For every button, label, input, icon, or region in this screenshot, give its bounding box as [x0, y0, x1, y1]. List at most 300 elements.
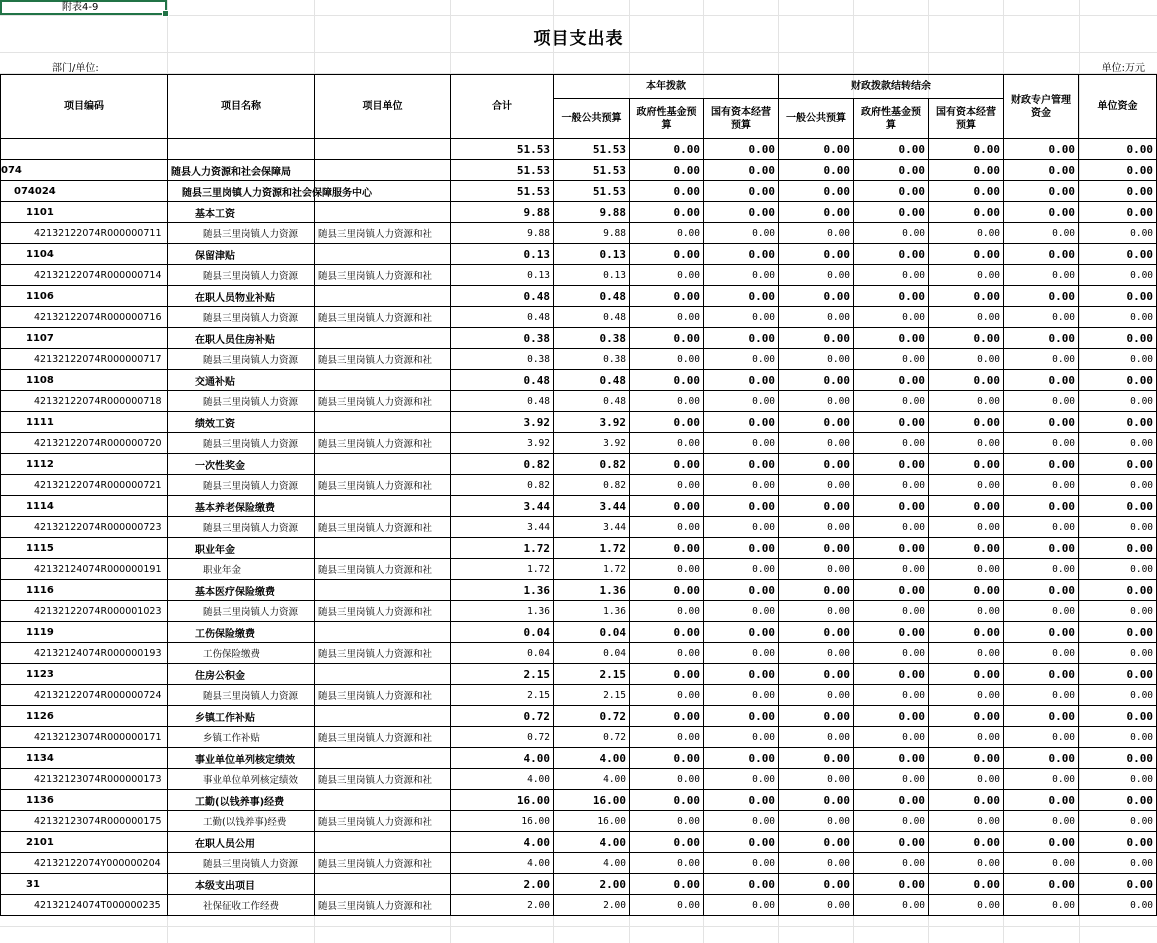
cell-unit[interactable]: [315, 412, 451, 433]
cell-value[interactable]: 51.53: [554, 181, 630, 202]
cell-value[interactable]: 0.00: [854, 727, 929, 748]
cell-value[interactable]: 0.00: [854, 517, 929, 538]
cell-unit[interactable]: [315, 139, 451, 160]
cell-name[interactable]: 在职人员住房补贴: [168, 328, 315, 349]
cell-name[interactable]: 在职人员物业补贴: [168, 286, 315, 307]
cell-name[interactable]: 随县三里岗镇人力资源: [168, 349, 315, 370]
cell-value[interactable]: 0.00: [1079, 139, 1157, 160]
cell-value[interactable]: 0.00: [779, 790, 854, 811]
cell-value[interactable]: 0.00: [929, 685, 1004, 706]
cell-value[interactable]: 16.00: [451, 811, 554, 832]
cell-value[interactable]: 0.00: [779, 769, 854, 790]
cell-value[interactable]: 0.00: [704, 874, 779, 895]
cell-name[interactable]: 基本工资: [168, 202, 315, 223]
cell-value[interactable]: 0.00: [1004, 496, 1079, 517]
cell-value[interactable]: 0.00: [1004, 181, 1079, 202]
cell-value[interactable]: 0.00: [929, 433, 1004, 454]
cell-value[interactable]: 0.00: [1079, 853, 1157, 874]
cell-value[interactable]: 0.00: [704, 769, 779, 790]
cell-unit[interactable]: [315, 580, 451, 601]
cell-value[interactable]: 0.00: [630, 769, 704, 790]
cell-name[interactable]: 随县三里岗镇人力资源: [168, 265, 315, 286]
cell-value[interactable]: 0.00: [929, 874, 1004, 895]
cell-value[interactable]: 0.00: [630, 223, 704, 244]
cell-code[interactable]: 42132123074R000000173: [1, 769, 168, 790]
cell-value[interactable]: 0.00: [704, 244, 779, 265]
cell-value[interactable]: 0.00: [779, 538, 854, 559]
cell-value[interactable]: 0.00: [929, 769, 1004, 790]
cell-value[interactable]: 0.00: [704, 412, 779, 433]
cell-value[interactable]: 0.00: [854, 790, 929, 811]
cell-value[interactable]: 0.00: [1079, 328, 1157, 349]
cell-value[interactable]: 0.00: [779, 895, 854, 916]
cell-value[interactable]: 0.00: [1004, 769, 1079, 790]
cell-value[interactable]: 0.00: [929, 370, 1004, 391]
cell-value[interactable]: 0.72: [554, 706, 630, 727]
cell-value[interactable]: 0.00: [1079, 391, 1157, 412]
cell-code[interactable]: 42132122074R000000717: [1, 349, 168, 370]
cell-value[interactable]: 0.00: [1004, 370, 1079, 391]
cell-code[interactable]: 42132122074R000000716: [1, 307, 168, 328]
cell-code[interactable]: 42132122074R000001023: [1, 601, 168, 622]
cell-value[interactable]: 0.00: [779, 496, 854, 517]
cell-value[interactable]: 0.00: [1079, 412, 1157, 433]
cell-name[interactable]: 随县三里岗镇人力资源: [168, 475, 315, 496]
cell-value[interactable]: 0.00: [929, 265, 1004, 286]
cell-value[interactable]: 0.00: [779, 643, 854, 664]
cell-code[interactable]: 1126: [1, 706, 168, 727]
cell-code[interactable]: 42132122074R000000723: [1, 517, 168, 538]
cell-name[interactable]: 基本医疗保险缴费: [168, 580, 315, 601]
cell-value[interactable]: 0.00: [929, 643, 1004, 664]
cell-unit[interactable]: [315, 706, 451, 727]
cell-value[interactable]: 0.00: [1079, 160, 1157, 181]
cell-value[interactable]: 0.00: [929, 454, 1004, 475]
cell-value[interactable]: 0.00: [779, 517, 854, 538]
cell-code[interactable]: 1114: [1, 496, 168, 517]
cell-name[interactable]: 一次性奖金: [168, 454, 315, 475]
cell-value[interactable]: 51.53: [451, 139, 554, 160]
cell-value[interactable]: 0.00: [1079, 769, 1157, 790]
cell-value[interactable]: 0.00: [779, 454, 854, 475]
cell-value[interactable]: 0.00: [1004, 685, 1079, 706]
cell-name[interactable]: 随县三里岗镇人力资源: [168, 307, 315, 328]
cell-code[interactable]: 31: [1, 874, 168, 895]
cell-code[interactable]: 42132124074T000000235: [1, 895, 168, 916]
cell-unit[interactable]: [315, 160, 451, 181]
cell-code[interactable]: [1, 139, 168, 160]
cell-value[interactable]: 0.00: [779, 286, 854, 307]
cell-name[interactable]: 乡镇工作补贴: [168, 706, 315, 727]
cell-name[interactable]: 乡镇工作补贴: [168, 727, 315, 748]
cell-value[interactable]: 0.00: [630, 790, 704, 811]
cell-value[interactable]: 0.00: [704, 265, 779, 286]
cell-value[interactable]: 0.00: [1079, 895, 1157, 916]
cell-value[interactable]: 0.00: [1079, 538, 1157, 559]
cell-value[interactable]: 0.00: [630, 286, 704, 307]
cell-value[interactable]: 0.00: [704, 811, 779, 832]
cell-code[interactable]: 42132122074R000000721: [1, 475, 168, 496]
cell-value[interactable]: 0.00: [929, 706, 1004, 727]
cell-value[interactable]: 0.00: [630, 139, 704, 160]
cell-value[interactable]: 0.00: [779, 328, 854, 349]
cell-value[interactable]: 0.00: [630, 307, 704, 328]
cell-value[interactable]: 0.00: [1004, 706, 1079, 727]
cell-name[interactable]: 职业年金: [168, 559, 315, 580]
cell-value[interactable]: 0.00: [929, 895, 1004, 916]
cell-code[interactable]: 2101: [1, 832, 168, 853]
cell-name[interactable]: 基本养老保险缴费: [168, 496, 315, 517]
cell-value[interactable]: 0.00: [704, 475, 779, 496]
cell-value[interactable]: 0.00: [630, 706, 704, 727]
cell-value[interactable]: 0.00: [929, 244, 1004, 265]
cell-value[interactable]: 3.92: [554, 433, 630, 454]
cell-value[interactable]: 0.38: [451, 328, 554, 349]
cell-value[interactable]: 0.00: [630, 559, 704, 580]
cell-value[interactable]: 0.00: [854, 328, 929, 349]
cell-unit[interactable]: 随县三里岗镇人力资源和社: [315, 727, 451, 748]
cell-value[interactable]: 1.72: [451, 538, 554, 559]
cell-code[interactable]: 42132122074Y000000204: [1, 853, 168, 874]
cell-value[interactable]: 0.82: [451, 475, 554, 496]
cell-value[interactable]: 0.00: [704, 790, 779, 811]
cell-value[interactable]: 0.48: [451, 307, 554, 328]
cell-value[interactable]: 0.00: [779, 559, 854, 580]
cell-value[interactable]: 0.00: [779, 475, 854, 496]
cell-code[interactable]: 1116: [1, 580, 168, 601]
cell-value[interactable]: 0.04: [451, 643, 554, 664]
cell-value[interactable]: 0.00: [929, 328, 1004, 349]
cell-value[interactable]: 0.00: [854, 160, 929, 181]
cell-value[interactable]: 51.53: [554, 139, 630, 160]
cell-name[interactable]: 事业单位单列核定绩效: [168, 748, 315, 769]
cell-value[interactable]: 0.00: [854, 391, 929, 412]
cell-value[interactable]: 16.00: [451, 790, 554, 811]
cell-value[interactable]: 0.00: [1079, 307, 1157, 328]
cell-value[interactable]: 0.00: [630, 349, 704, 370]
cell-value[interactable]: 0.00: [704, 727, 779, 748]
cell-value[interactable]: 0.48: [451, 286, 554, 307]
cell-value[interactable]: 0.00: [630, 832, 704, 853]
cell-value[interactable]: 0.00: [854, 706, 929, 727]
cell-code[interactable]: 1136: [1, 790, 168, 811]
cell-name[interactable]: 随县人力资源和社会保障局: [168, 160, 315, 181]
cell-unit[interactable]: 随县三里岗镇人力资源和社: [315, 349, 451, 370]
cell-value[interactable]: 0.00: [630, 874, 704, 895]
cell-value[interactable]: 0.00: [779, 139, 854, 160]
cell-value[interactable]: 1.36: [451, 601, 554, 622]
cell-value[interactable]: 0.00: [779, 265, 854, 286]
cell-value[interactable]: 0.00: [854, 895, 929, 916]
cell-value[interactable]: 0.00: [854, 223, 929, 244]
cell-value[interactable]: 2.00: [554, 895, 630, 916]
cell-unit[interactable]: 随县三里岗镇人力资源和社: [315, 265, 451, 286]
cell-value[interactable]: 0.00: [1079, 685, 1157, 706]
cell-unit[interactable]: 随县三里岗镇人力资源和社: [315, 769, 451, 790]
cell-value[interactable]: 0.00: [704, 643, 779, 664]
cell-value[interactable]: 0.00: [854, 475, 929, 496]
cell-value[interactable]: 0.00: [704, 286, 779, 307]
cell-value[interactable]: 0.00: [929, 601, 1004, 622]
cell-value[interactable]: 0.00: [1079, 517, 1157, 538]
cell-value[interactable]: 0.00: [1079, 601, 1157, 622]
cell-value[interactable]: 0.00: [929, 496, 1004, 517]
cell-value[interactable]: 0.00: [704, 895, 779, 916]
cell-value[interactable]: 1.36: [554, 580, 630, 601]
cell-value[interactable]: 0.00: [1004, 454, 1079, 475]
cell-value[interactable]: 0.00: [704, 181, 779, 202]
cell-value[interactable]: 0.00: [630, 538, 704, 559]
cell-value[interactable]: 0.72: [451, 727, 554, 748]
cell-unit[interactable]: 随县三里岗镇人力资源和社: [315, 559, 451, 580]
cell-value[interactable]: 0.00: [1079, 832, 1157, 853]
cell-value[interactable]: 0.00: [779, 307, 854, 328]
cell-value[interactable]: 0.00: [1004, 517, 1079, 538]
cell-value[interactable]: 0.00: [929, 664, 1004, 685]
cell-unit[interactable]: [315, 790, 451, 811]
cell-value[interactable]: 0.00: [630, 202, 704, 223]
cell-code[interactable]: 1101: [1, 202, 168, 223]
cell-value[interactable]: 0.00: [779, 580, 854, 601]
cell-value[interactable]: 0.00: [854, 643, 929, 664]
cell-value[interactable]: 0.48: [554, 370, 630, 391]
cell-value[interactable]: 0.00: [1079, 874, 1157, 895]
cell-value[interactable]: 0.00: [1004, 391, 1079, 412]
cell-value[interactable]: 0.00: [1004, 790, 1079, 811]
cell-value[interactable]: 0.00: [854, 622, 929, 643]
cell-unit[interactable]: 随县三里岗镇人力资源和社: [315, 223, 451, 244]
cell-value[interactable]: 0.00: [704, 664, 779, 685]
cell-code[interactable]: 42132122074R000000718: [1, 391, 168, 412]
cell-value[interactable]: 0.00: [1004, 874, 1079, 895]
cell-value[interactable]: 1.36: [554, 601, 630, 622]
cell-value[interactable]: 0.00: [854, 349, 929, 370]
cell-value[interactable]: 0.00: [854, 580, 929, 601]
cell-value[interactable]: 0.00: [929, 748, 1004, 769]
cell-value[interactable]: 2.15: [554, 685, 630, 706]
cell-value[interactable]: 0.00: [854, 139, 929, 160]
cell-value[interactable]: 0.00: [704, 748, 779, 769]
cell-value[interactable]: 3.44: [554, 517, 630, 538]
cell-value[interactable]: 0.00: [929, 223, 1004, 244]
cell-value[interactable]: 0.00: [929, 307, 1004, 328]
cell-value[interactable]: 0.00: [779, 412, 854, 433]
cell-name[interactable]: 绩效工资: [168, 412, 315, 433]
cell-unit[interactable]: [315, 874, 451, 895]
cell-value[interactable]: 51.53: [554, 160, 630, 181]
cell-code[interactable]: 1123: [1, 664, 168, 685]
cell-unit[interactable]: [315, 748, 451, 769]
cell-value[interactable]: 0.00: [1079, 475, 1157, 496]
cell-value[interactable]: 0.00: [704, 832, 779, 853]
cell-unit[interactable]: [315, 538, 451, 559]
cell-value[interactable]: 0.00: [630, 601, 704, 622]
cell-value[interactable]: 0.00: [1079, 349, 1157, 370]
cell-value[interactable]: 0.00: [1004, 307, 1079, 328]
cell-value[interactable]: 0.00: [630, 622, 704, 643]
cell-code[interactable]: 074024: [1, 181, 168, 202]
cell-value[interactable]: 0.00: [630, 370, 704, 391]
cell-value[interactable]: 0.00: [704, 370, 779, 391]
cell-unit[interactable]: [315, 244, 451, 265]
cell-value[interactable]: 4.00: [451, 853, 554, 874]
cell-value[interactable]: 4.00: [451, 769, 554, 790]
cell-value[interactable]: 0.00: [1004, 664, 1079, 685]
cell-name[interactable]: 随县三里岗镇人力资源: [168, 391, 315, 412]
cell-value[interactable]: 1.72: [554, 559, 630, 580]
cell-value[interactable]: 0.00: [704, 853, 779, 874]
cell-name[interactable]: 工伤保险缴费: [168, 622, 315, 643]
cell-value[interactable]: 4.00: [451, 832, 554, 853]
cell-value[interactable]: 2.00: [554, 874, 630, 895]
cell-value[interactable]: 0.48: [451, 370, 554, 391]
cell-value[interactable]: 0.82: [451, 454, 554, 475]
cell-value[interactable]: 0.00: [854, 433, 929, 454]
cell-value[interactable]: 0.00: [1004, 475, 1079, 496]
cell-value[interactable]: 0.00: [630, 412, 704, 433]
cell-value[interactable]: 0.00: [854, 769, 929, 790]
cell-name[interactable]: 随县三里岗镇人力资源: [168, 517, 315, 538]
cell-unit[interactable]: 随县三里岗镇人力资源和社: [315, 475, 451, 496]
cell-value[interactable]: 0.00: [704, 223, 779, 244]
cell-value[interactable]: 0.00: [854, 601, 929, 622]
cell-name[interactable]: 随县三里岗镇人力资源: [168, 853, 315, 874]
cell-value[interactable]: 0.00: [1079, 580, 1157, 601]
cell-value[interactable]: 0.00: [1004, 349, 1079, 370]
cell-value[interactable]: 0.00: [779, 727, 854, 748]
cell-value[interactable]: 0.00: [1079, 265, 1157, 286]
cell-value[interactable]: 0.00: [854, 853, 929, 874]
cell-value[interactable]: 0.00: [1004, 139, 1079, 160]
cell-value[interactable]: 0.00: [929, 160, 1004, 181]
cell-value[interactable]: 0.00: [630, 496, 704, 517]
cell-value[interactable]: 0.00: [929, 832, 1004, 853]
cell-unit[interactable]: [315, 454, 451, 475]
cell-value[interactable]: 0.00: [630, 454, 704, 475]
cell-value[interactable]: 0.38: [554, 328, 630, 349]
cell-value[interactable]: 3.44: [554, 496, 630, 517]
cell-value[interactable]: 0.00: [704, 685, 779, 706]
cell-value[interactable]: 0.00: [929, 559, 1004, 580]
cell-value[interactable]: 0.00: [1079, 727, 1157, 748]
cell-name[interactable]: 随县三里岗镇人力资源: [168, 601, 315, 622]
cell-value[interactable]: 0.00: [779, 832, 854, 853]
cell-value[interactable]: 0.00: [1004, 223, 1079, 244]
cell-name[interactable]: 随县三里岗镇人力资源和社会保障服务中心: [168, 181, 315, 202]
cell-value[interactable]: 0.00: [779, 181, 854, 202]
cell-value[interactable]: 0.00: [1004, 202, 1079, 223]
cell-unit[interactable]: 随县三里岗镇人力资源和社: [315, 685, 451, 706]
cell-value[interactable]: 0.00: [854, 202, 929, 223]
cell-name[interactable]: 工勤(以钱养事)经费: [168, 790, 315, 811]
cell-value[interactable]: 0.00: [1079, 244, 1157, 265]
cell-value[interactable]: 0.00: [854, 265, 929, 286]
cell-value[interactable]: 0.00: [779, 244, 854, 265]
cell-value[interactable]: 0.00: [854, 664, 929, 685]
cell-value[interactable]: 0.00: [630, 580, 704, 601]
cell-value[interactable]: 9.88: [554, 202, 630, 223]
cell-value[interactable]: 0.82: [554, 475, 630, 496]
cell-value[interactable]: 0.00: [704, 454, 779, 475]
cell-value[interactable]: 0.00: [1004, 412, 1079, 433]
cell-value[interactable]: 0.00: [779, 622, 854, 643]
cell-value[interactable]: 0.00: [929, 853, 1004, 874]
cell-value[interactable]: 0.00: [929, 790, 1004, 811]
cell-name[interactable]: 随县三里岗镇人力资源: [168, 223, 315, 244]
cell-value[interactable]: 0.00: [1079, 223, 1157, 244]
cell-value[interactable]: 0.00: [630, 895, 704, 916]
cell-code[interactable]: 42132122074R000000714: [1, 265, 168, 286]
cell-value[interactable]: 0.00: [1079, 496, 1157, 517]
cell-value[interactable]: 0.00: [1004, 601, 1079, 622]
cell-unit[interactable]: [315, 832, 451, 853]
cell-value[interactable]: 0.48: [451, 391, 554, 412]
cell-value[interactable]: 0.00: [1004, 286, 1079, 307]
cell-value[interactable]: 0.00: [929, 517, 1004, 538]
cell-value[interactable]: 0.00: [929, 475, 1004, 496]
cell-value[interactable]: 0.00: [854, 370, 929, 391]
cell-value[interactable]: 0.00: [779, 664, 854, 685]
cell-value[interactable]: 0.00: [704, 433, 779, 454]
cell-code[interactable]: 1115: [1, 538, 168, 559]
cell-name[interactable]: 交通补贴: [168, 370, 315, 391]
cell-value[interactable]: 0.00: [854, 286, 929, 307]
cell-value[interactable]: 0.00: [1079, 370, 1157, 391]
cell-value[interactable]: 0.00: [630, 748, 704, 769]
cell-name[interactable]: 保留津贴: [168, 244, 315, 265]
cell-value[interactable]: 0.00: [854, 181, 929, 202]
cell-value[interactable]: 0.00: [704, 706, 779, 727]
cell-unit[interactable]: [315, 286, 451, 307]
cell-code[interactable]: 074: [1, 160, 168, 181]
cell-value[interactable]: 0.00: [704, 391, 779, 412]
cell-value[interactable]: 0.00: [854, 307, 929, 328]
cell-value[interactable]: 0.00: [1079, 790, 1157, 811]
cell-value[interactable]: 3.92: [451, 412, 554, 433]
cell-value[interactable]: 0.00: [1079, 286, 1157, 307]
cell-unit[interactable]: 随县三里岗镇人力资源和社: [315, 391, 451, 412]
cell-value[interactable]: 0.00: [704, 580, 779, 601]
cell-value[interactable]: 0.00: [779, 223, 854, 244]
cell-value[interactable]: 0.00: [630, 685, 704, 706]
cell-value[interactable]: 0.00: [854, 811, 929, 832]
cell-value[interactable]: 0.00: [854, 832, 929, 853]
cell-value[interactable]: 0.00: [704, 622, 779, 643]
cell-value[interactable]: 0.00: [1004, 727, 1079, 748]
cell-value[interactable]: 4.00: [451, 748, 554, 769]
cell-value[interactable]: 9.88: [451, 202, 554, 223]
cell-value[interactable]: 0.00: [1079, 748, 1157, 769]
cell-value[interactable]: 0.00: [704, 328, 779, 349]
cell-value[interactable]: 0.00: [779, 853, 854, 874]
cell-value[interactable]: 16.00: [554, 811, 630, 832]
selected-cell[interactable]: [0, 0, 167, 15]
cell-code[interactable]: 1119: [1, 622, 168, 643]
cell-value[interactable]: 0.00: [854, 538, 929, 559]
cell-code[interactable]: 1106: [1, 286, 168, 307]
cell-value[interactable]: 1.72: [554, 538, 630, 559]
cell-value[interactable]: 0.72: [451, 706, 554, 727]
cell-value[interactable]: 0.00: [1079, 622, 1157, 643]
cell-name[interactable]: 随县三里岗镇人力资源: [168, 433, 315, 454]
cell-code[interactable]: 42132122074R000000720: [1, 433, 168, 454]
cell-value[interactable]: 0.38: [451, 349, 554, 370]
cell-value[interactable]: 0.00: [1079, 706, 1157, 727]
cell-unit[interactable]: 随县三里岗镇人力资源和社: [315, 601, 451, 622]
cell-value[interactable]: 0.00: [779, 160, 854, 181]
cell-value[interactable]: 0.00: [704, 202, 779, 223]
cell-value[interactable]: 0.00: [704, 559, 779, 580]
